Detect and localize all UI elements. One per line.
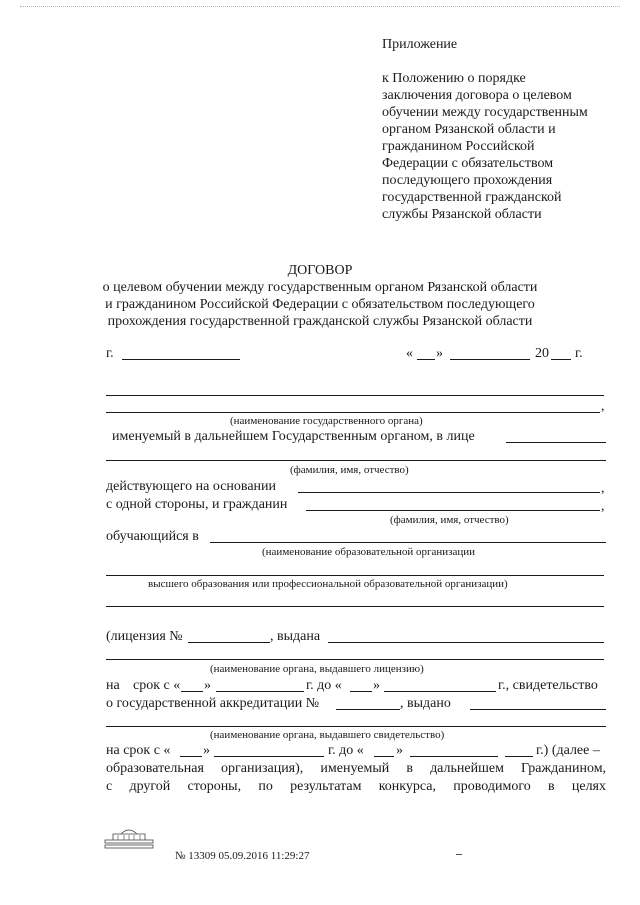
cert-from-field[interactable] [214,756,324,757]
appendix-line: Федерации с обязательством [382,156,554,171]
caption-edu-org: (наименование образовательной организации [262,546,476,558]
date-close-quote: » [436,346,443,361]
license-from-day-field[interactable] [181,691,203,692]
doc-timestamp: 05.09.2016 11:29:27 [218,850,310,862]
accreditation-issuer-field[interactable] [470,709,606,710]
accreditation-issued-text: , выдано [400,696,451,711]
caption-org-name: (наименование государственного органа) [230,415,423,427]
edu-org-line-3[interactable] [106,606,604,607]
one-side-text: с одной стороны, и гражданин [106,497,288,512]
date-open-quote: « [406,346,413,361]
term2-word: » [396,743,403,758]
term2-word: г.) (далее – [536,743,600,758]
named-as-org-text: именуемый в дальнейшем Государственным органом, в лице [112,429,475,444]
appendix-line: последующего прохождения [382,173,553,188]
accreditation-number-field[interactable] [336,709,400,710]
term2-word: г. до « [328,743,364,758]
edu-org-field[interactable] [210,542,606,543]
license-issued-text: , выдана [270,629,321,644]
year-suffix: г. [575,346,583,361]
city-field[interactable] [122,359,240,360]
representative-fio-line[interactable] [106,460,606,461]
studying-in-text: обучающийся в [106,529,199,544]
scan-artifact-top [20,6,620,10]
date-year-field[interactable] [551,359,571,360]
term-word: на [106,678,120,693]
appendix-line: органом Рязанской области и [382,122,556,137]
date-month-field[interactable] [450,359,530,360]
caption-fio: (фамилия, имя, отчество) [290,464,409,476]
appendix-line: заключения договора о целевом [382,88,572,103]
term-word: » [373,678,380,693]
appendix-line: службы Рязанской области [382,207,542,222]
acting-basis-text: действующего на основании [106,479,277,494]
contract-subtitle-line: о целевом обучении между государственным органом Рязанской области [102,280,538,295]
contract-subtitle-line: прохождения государственной гражданской службы Рязанской области [107,314,533,329]
appendix-heading: Приложение [382,37,458,52]
doc-number: 13309 [188,850,216,862]
cert-to-day-field[interactable] [374,756,394,757]
accreditation-text: о государственной аккредитации № [106,696,320,711]
license-to-field[interactable] [384,691,496,692]
appendix-note [382,36,622,223]
doc-number-mark: № [175,850,186,862]
license-issuer-field[interactable] [328,642,604,643]
comma-mark: , [601,399,605,414]
contract-title-block [90,262,550,330]
caption-license-org: (наименование органа, выдавшего лицензию) [210,663,424,675]
paragraph-line-1: образовательная организация), именуемый в дальнейшем Гражданином, [106,761,607,776]
appendix-line: гражданином Российской [382,139,535,154]
basis-field[interactable] [298,492,600,493]
appendix-line: к Положению о порядке [382,71,526,86]
year-prefix: 20 [535,346,549,361]
citizen-field[interactable] [306,510,600,511]
term-word: г., свидетельство [498,678,598,693]
term2-word: на срок с « [106,743,171,758]
date-day-field[interactable] [417,359,435,360]
comma-mark: , [601,481,605,496]
cert-from-day-field[interactable] [180,756,202,757]
term-word: г. до « [306,678,342,693]
representative-field[interactable] [506,442,606,443]
doc-footer [175,850,309,862]
appendix-line: государственной гражданской [382,190,562,205]
contract-title: ДОГОВОР [287,263,353,278]
term-word: срок с « [133,678,181,693]
term2-word: » [203,743,210,758]
license-number-field[interactable] [188,642,270,643]
building-stamp-icon [103,826,155,850]
cert-to-year-field[interactable] [505,756,533,757]
caption-fio-citizen: (фамилия, имя, отчество) [390,514,509,526]
term-word: » [204,678,211,693]
license-issuer-line-2[interactable] [106,659,604,660]
org-name-line-1[interactable] [106,395,604,396]
cert-to-month-field[interactable] [410,756,498,757]
org-name-line-2[interactable] [106,412,600,413]
caption-edu-org-2: высшего образования или профессиональной образовательной организации) [148,578,508,590]
paragraph-line-2: с другой стороны, по результатам конкурса, проводимого в целях [106,779,606,794]
caption-cert-org: (наименование органа, выдавшего свидетельство) [210,729,445,741]
license-prefix: (лицензия № [106,629,183,644]
appendix-line: обучении между государственным [382,105,588,120]
edu-org-line-2[interactable] [106,575,604,576]
scan-dash-mark [456,854,462,855]
comma-mark: , [601,499,605,514]
license-to-day-field[interactable] [350,691,372,692]
accreditation-issuer-line-2[interactable] [106,726,606,727]
license-from-field[interactable] [216,691,304,692]
contract-subtitle-line: и гражданином Российской Федерации с обязательством последующего [105,297,535,312]
city-label: г. [106,346,114,361]
